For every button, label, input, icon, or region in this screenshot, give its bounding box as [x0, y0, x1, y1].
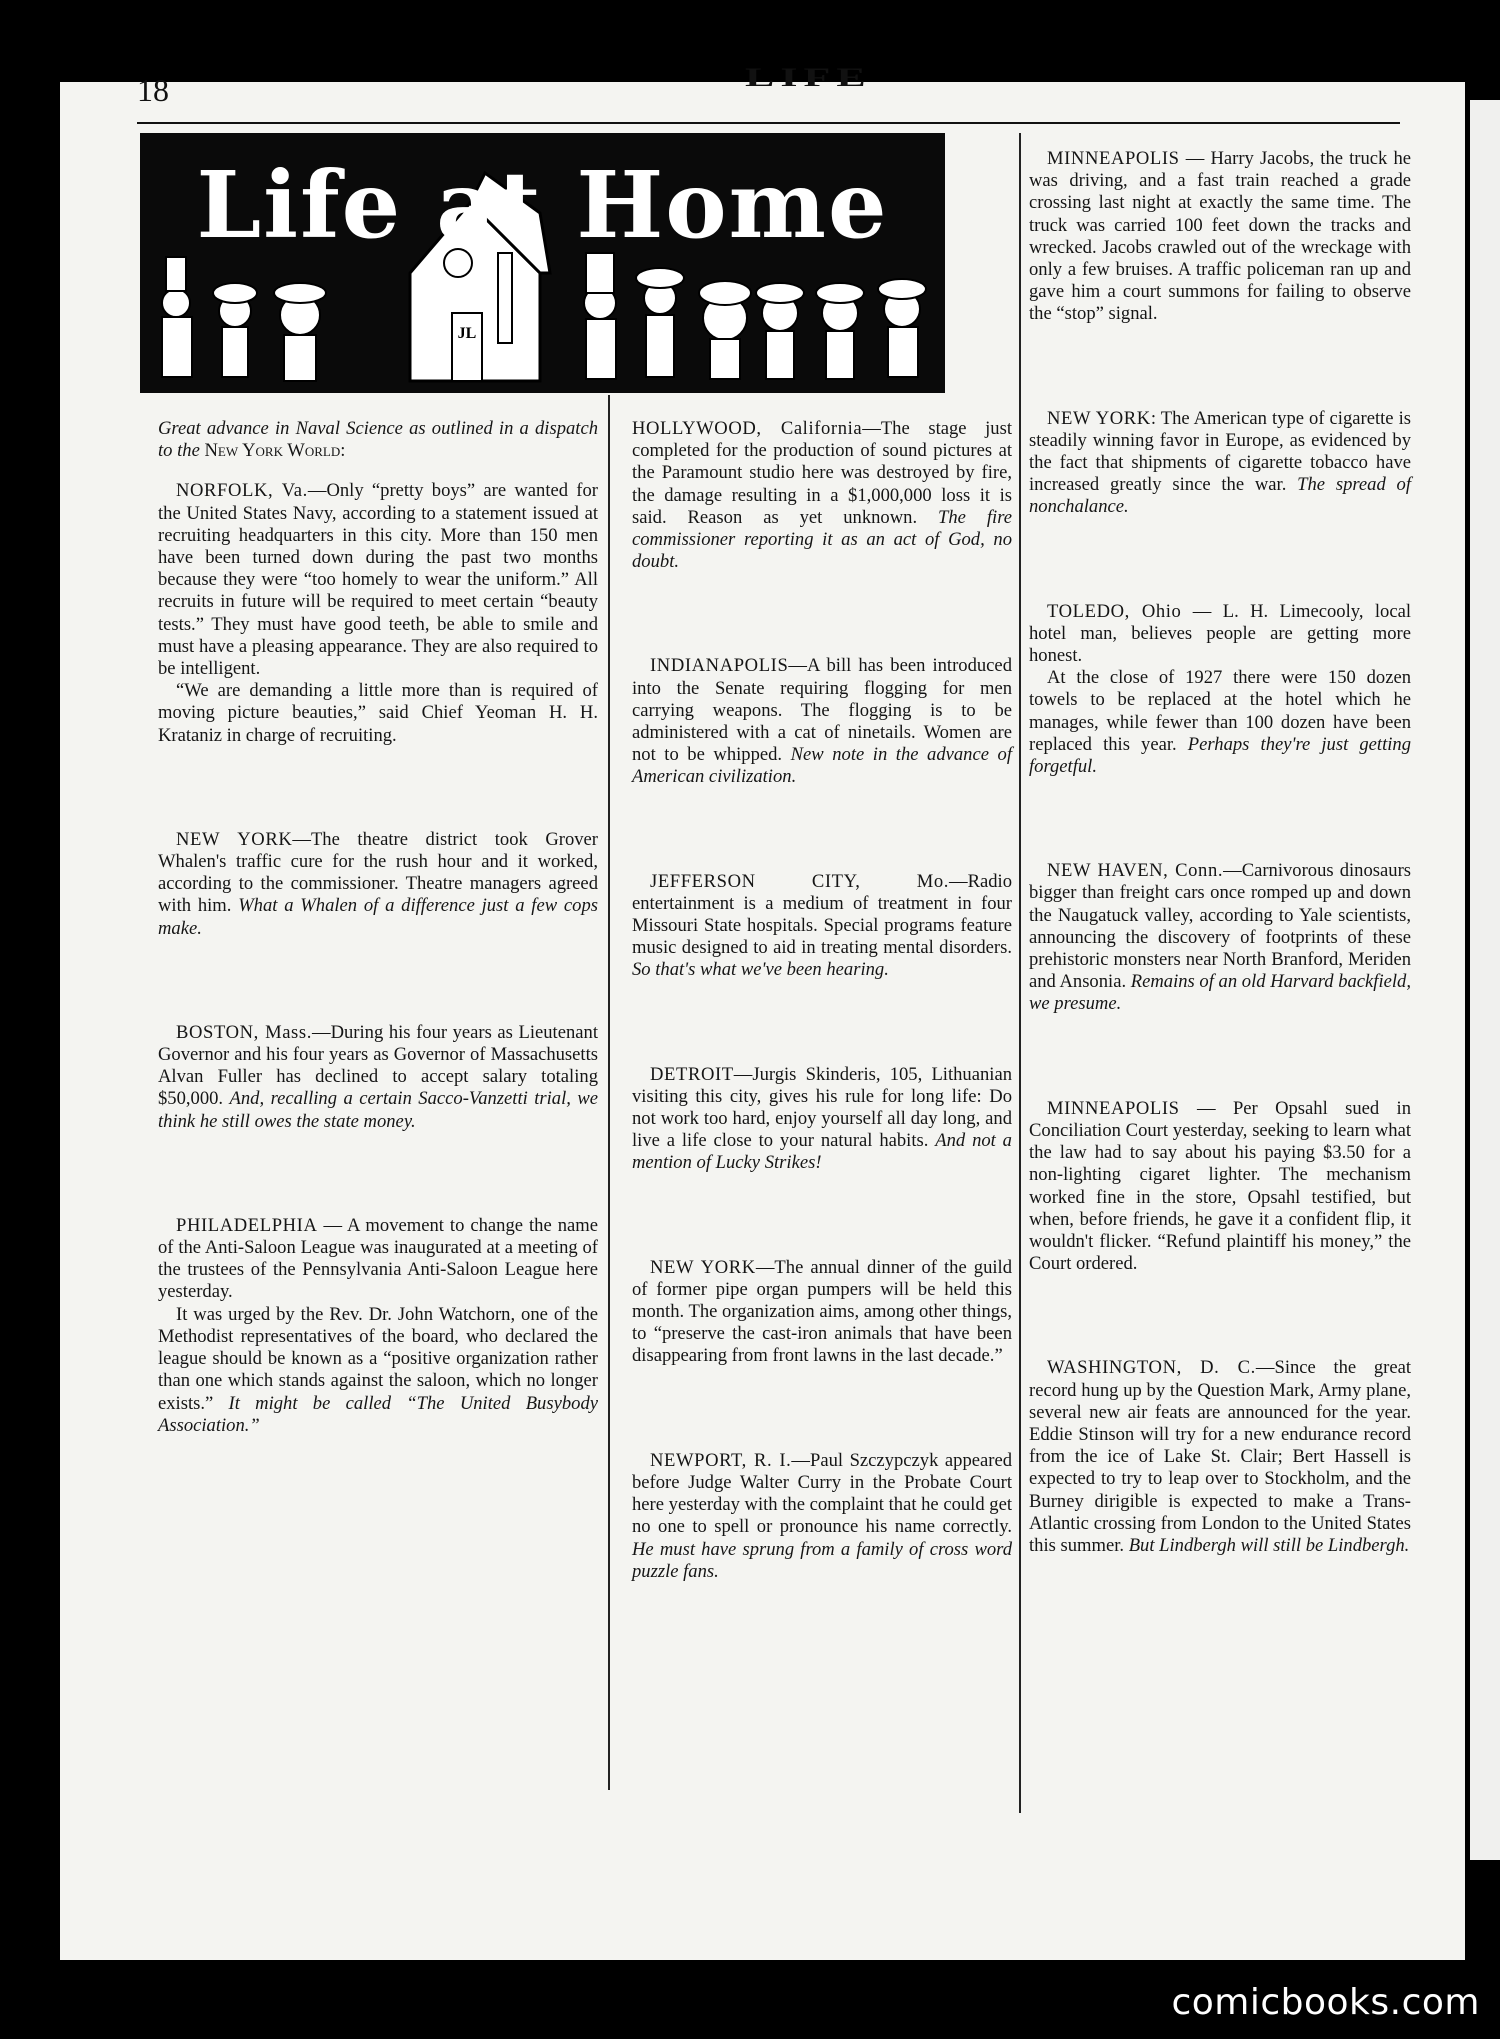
dateline: NEW YORK	[176, 828, 293, 850]
item-body: : The American type of cigarette is steadily winning favor in Europe, as evidenced by the fact that shipments of cigarette tobacco have increased greatly since the war.	[1029, 407, 1411, 496]
editorial-comment: The fire commissioner reporting it as an act of God, no doubt.	[632, 506, 1012, 573]
editorial-comment: So that's what we've been hearing.	[632, 959, 889, 981]
dateline: WASHINGTON, D. C.	[1047, 1357, 1256, 1379]
item-body: —Carnivorous dinosaurs bigger than freight cars once romped up and down the Naugatuck valley, according to Yale scientists, announcing the discovery of footprints of these prehistoric monsters near North Branford, Meriden and Ansonia.	[1029, 860, 1411, 993]
news-item	[632, 655, 1012, 788]
column-left	[158, 418, 598, 1437]
watermark: comicbooks.com	[1171, 1982, 1480, 2023]
dateline: INDIANAPOLIS	[650, 655, 789, 677]
dateline: HOLLYWOOD, California	[632, 418, 863, 439]
item-body: —During his four years as Lieutenant Governor and his four years as Governor of Massachusetts Alvan Fuller has declined to accept salary totaling $50,000.	[158, 1021, 598, 1110]
dateline: NEWPORT, R. I.	[650, 1449, 792, 1471]
news-item	[158, 829, 598, 940]
column-rule-2	[1019, 133, 1021, 1813]
editorial-comment: Perhaps they're just getting forgetful.	[1029, 733, 1411, 778]
item-body: — A movement to change the name of the Anti-Saloon League was inaugurated at a meeting of the trustees of the Pennsylvania Anti-Saloon League here yesterday.	[158, 1214, 598, 1303]
news-item	[632, 1257, 1012, 1368]
dateline: NEW YORK	[1047, 407, 1151, 429]
news-item	[632, 1064, 1012, 1175]
column-right	[1029, 148, 1411, 1557]
life-at-home-banner	[140, 133, 945, 393]
item-body: —Radio entertainment is a medium of treatment in four Missouri State hospitals. Special programs feature music designed to aid in treating mental disorders.	[632, 870, 1012, 959]
news-item	[158, 1215, 598, 1437]
editorial-comment: It might be called “The United Busybody Association.”	[158, 1392, 598, 1436]
dateline: BOSTON, Mass.	[176, 1021, 312, 1043]
intro-text: Great advance in Naval Science as outlined in a dispatch to the	[158, 418, 598, 462]
editorial-comment: And not a mention of Lucky Strikes!	[632, 1130, 1012, 1174]
news-item	[1029, 148, 1411, 326]
item-body-continued: It was urged by the Rev. Dr. John Watchorn, one of the Methodist representatives of the board, who declared the league should be known as a “positive organization rather than one which stands against the saloon, which no longer exists.”	[158, 1303, 598, 1414]
header-rule	[137, 122, 1400, 124]
item-body-continued: At the close of 1927 there were 150 dozen towels to be replaced at the hotel which he manages, while fewer than 100 dozen have been replaced this year.	[1029, 667, 1411, 755]
column-middle	[632, 418, 1012, 1583]
news-item	[632, 871, 1012, 982]
news-item	[1029, 1098, 1411, 1276]
column-rule-1	[608, 395, 610, 1790]
item-body: —Since the great record hung up by the Question Mark, Army plane, several new air feats are announced for the year. Eddie Stinson will try for a new endurance record from the ice of Lake St. Clair; Bert Hassell is expected to try to leap over to Stockholm, and the Burney dirigible is expected to make a Trans-Atlantic crossing from London to the United States this summer.	[1029, 1357, 1411, 1556]
intro-note	[158, 418, 598, 462]
news-item	[158, 1022, 598, 1133]
news-item	[1029, 408, 1411, 519]
dateline: NEW HAVEN, Conn.	[1047, 860, 1224, 882]
intro-source: New York World:	[204, 440, 346, 462]
item-body: —A bill has been introduced into the Senate requiring flogging for men carrying weapons. The flogging is to be administered with a cat of ninetails. Women are not to be whipped.	[632, 655, 1012, 766]
item-body: —Jurgis Skinderis, 105, Lithuanian visiting this city, gives his rule for long life: Do not work too hard, enjoy yourself all day long, and live a life close to your natural habits.	[632, 1063, 1012, 1152]
news-item	[632, 1450, 1012, 1583]
page-number: 18	[137, 72, 169, 108]
news-item	[1029, 1357, 1411, 1557]
item-body: —Only “pretty boys” are wanted for the United States Navy, according to a statement issued at recruiting headquarters in this city. More than 150 men have been turned down during the past two months because they were “too homely to wear the uniform.” All recruits in future will be required to meet certain “beauty tests.” They must have good teeth, be able to smile and must have a pleasing appearance. They are also required to be intelligent.	[158, 480, 598, 680]
banner-title: Life at Home	[196, 151, 889, 259]
news-item	[1029, 860, 1411, 1015]
item-body: —The stage just completed for the production of sound pictures at the Paramount studio here was destroyed by fire, the damage resulting in a $1,000,000 loss it is said. Reason as yet unknown.	[632, 418, 1013, 528]
item-body: — L. H. Limecooly, local hotel man, believes people are getting more honest.	[1029, 600, 1411, 667]
news-item	[1029, 601, 1411, 779]
editorial-comment: The spread of nonchalance.	[1029, 474, 1411, 518]
news-item	[632, 418, 1012, 573]
editorial-comment: Remains of an old Harvard backfield, we presume.	[1029, 971, 1411, 1015]
item-body: —The theatre district took Grover Whalen's traffic cure for the rush hour and it worked, according to the commissioner. Theatre managers agreed with him.	[158, 828, 599, 917]
editorial-comment: New note in the advance of American civilization.	[632, 744, 1012, 788]
item-body: — Harry Jacobs, the truck he was driving, and a fast train reached a grade crossing last night at exactly the same time. The truck was carried 100 feet down the tracks and wrecked. Jacobs crawled out of the wreckage with only a few bruises. A traffic policeman ran up and gave him a court summons for failing to observe the “stop” signal.	[1029, 148, 1411, 325]
news-item	[158, 480, 598, 746]
editorial-comment: What a Whalen of a difference just a few cops make.	[158, 895, 598, 939]
item-body-continued: “We are demanding a little more than is required of moving picture beauties,” said Chief Yeoman H. H. Krataniz in charge of recruiting.	[158, 680, 598, 746]
dateline: MINNEAPOLIS	[1047, 1097, 1180, 1119]
facing-page-edge	[1470, 100, 1500, 1860]
editorial-comment: And, recalling a certain Sacco-Vanzetti trial, we think he still owes the state money.	[158, 1088, 598, 1132]
item-body: — Per Opsahl sued in Conciliation Court yesterday, seeking to learn what the law had to say about his paying $3.50 for a non-lighting cigaret lighter. The mechanism worked fine in the store, Opsahl testified, but when, before friends, he gave it a confident flip, it wouldn't flicker. “Refund plaintiff his money,” the Court ordered.	[1029, 1097, 1411, 1275]
dateline: PHILADELPHIA	[176, 1214, 318, 1236]
dateline: DETROIT	[650, 1063, 734, 1085]
item-body: —The annual dinner of the guild of former pipe organ pumpers will be held this month. The organization aims, among other things, to “preserve the cast-iron animals that have been disappearing from front lawns in the last decade.”	[632, 1256, 1012, 1367]
editorial-comment: He must have sprung from a family of cross word puzzle fans.	[632, 1538, 1012, 1582]
dateline: MINNEAPOLIS	[1047, 148, 1180, 169]
house-sign: JL	[457, 325, 477, 342]
masthead: LIFE	[745, 62, 872, 92]
dateline: NORFOLK, Va.	[176, 480, 308, 502]
item-body: —Paul Szczypczyk appeared before Judge Walter Curry in the Probate Court here yesterday with the complaint that he could get no one to spell or pronounce his name correctly.	[632, 1449, 1013, 1538]
dateline: JEFFERSON CITY, Mo.	[650, 870, 949, 892]
dateline: NEW YORK	[650, 1256, 756, 1278]
editorial-comment: But Lindbergh will still be Lindbergh.	[1128, 1534, 1410, 1556]
dateline: TOLEDO, Ohio	[1047, 600, 1182, 622]
